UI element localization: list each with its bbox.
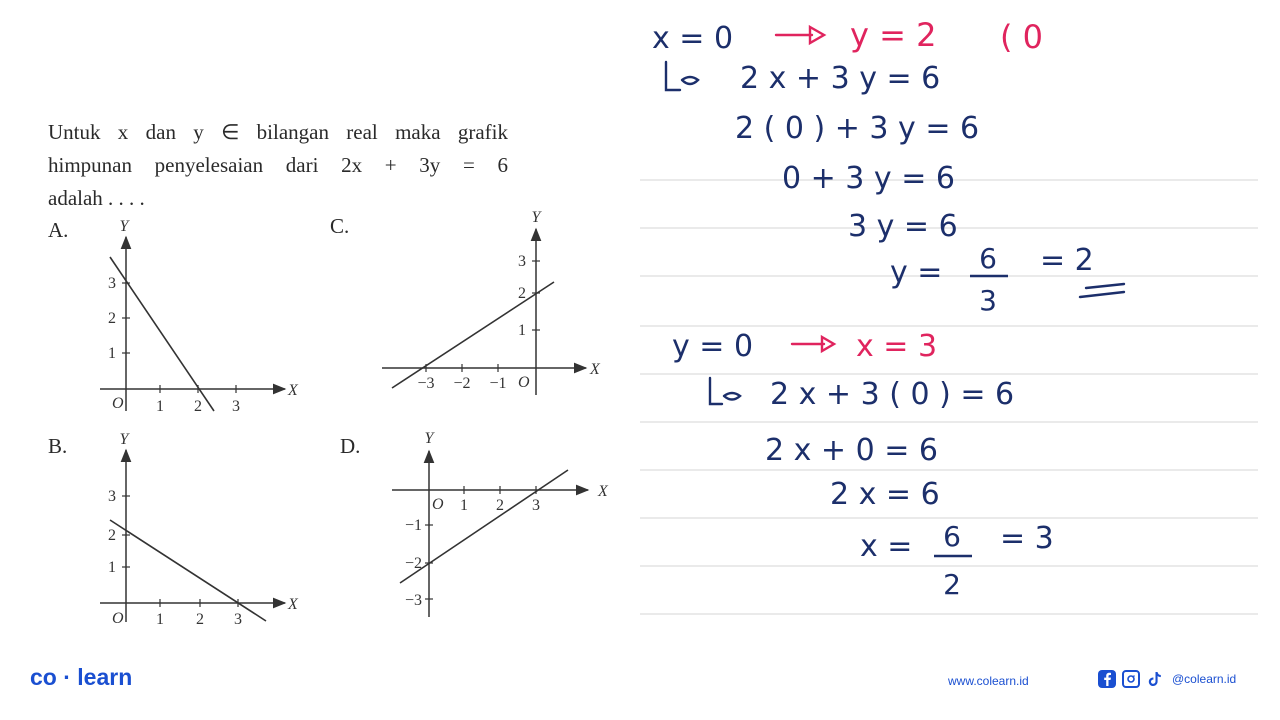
hw-line-3: 2 ( 0 ) + 3 y = 6 <box>735 111 980 146</box>
question-line-3: adalah . . . . <box>48 186 145 210</box>
option-c-y-label: Y <box>531 209 541 226</box>
option-c-xtick-1: −3 <box>417 375 435 392</box>
option-c-xtick-3: −1 <box>489 375 507 392</box>
option-d-ytick-2: −2 <box>404 555 422 572</box>
tiktok-icon[interactable] <box>1146 670 1164 688</box>
hw-double-underline <box>1080 284 1124 297</box>
option-d-label: D. <box>340 434 361 458</box>
hw-line-10: 2 x = 6 <box>830 477 940 512</box>
option-b-x-label: X <box>288 596 298 613</box>
option-d-y-label: Y <box>424 430 434 447</box>
question-text <box>48 116 508 215</box>
option-a-label: A. <box>48 218 69 242</box>
option-b-graph <box>90 428 320 628</box>
option-a-y-label: Y <box>119 218 129 235</box>
hw-line-6-a: y = <box>890 255 943 290</box>
option-a-xtick-1: 1 <box>156 398 164 415</box>
hw-line-11-num: 6 <box>943 520 961 553</box>
option-a-xtick-2: 2 <box>194 398 202 415</box>
option-b-origin: O <box>112 610 124 627</box>
hw-line-11-den: 2 <box>943 568 961 601</box>
option-a-x-label: X <box>288 382 298 399</box>
colearn-logo[interactable] <box>30 664 132 691</box>
option-d-xtick-2: 2 <box>496 497 504 514</box>
option-b-ytick-3: 3 <box>108 488 116 505</box>
option-c-x-label: X <box>590 361 600 378</box>
option-d-line <box>400 470 568 583</box>
option-c-ytick-3: 3 <box>518 253 526 270</box>
option-d-xtick-1: 1 <box>460 497 468 514</box>
hw-line-6-num: 6 <box>979 242 997 275</box>
hw-arrow-4 <box>710 378 740 404</box>
option-b-xtick-3: 3 <box>234 611 242 628</box>
option-c-xtick-2: −2 <box>453 375 471 392</box>
question-line-1: Untuk x dan y ∈ bilangan real maka grafik <box>48 120 508 144</box>
option-d-graph <box>388 425 628 625</box>
option-a-xtick-3: 3 <box>232 398 240 415</box>
option-c-ytick-2: 2 <box>518 285 526 302</box>
option-b-y-label: Y <box>119 431 129 448</box>
facebook-icon[interactable] <box>1098 670 1116 688</box>
hw-line-11-a: x = <box>860 529 913 564</box>
hw-line-5: 3 y = 6 <box>848 209 958 244</box>
option-c-ytick-1: 1 <box>518 322 526 339</box>
option-d-x-label: X <box>598 483 608 500</box>
hw-line-1-a: x = 0 <box>652 21 734 56</box>
hw-line-7-b: x = 3 <box>856 329 938 364</box>
social-handle[interactable]: @colearn.id <box>1172 672 1237 686</box>
option-d-origin: O <box>432 496 444 513</box>
hw-line-6-den: 3 <box>979 284 997 317</box>
option-a-ytick-1: 1 <box>108 345 116 362</box>
social-links <box>1098 670 1236 688</box>
option-c-label: C. <box>330 214 350 238</box>
hw-line-9: 2 x + 0 = 6 <box>765 433 938 468</box>
hw-line-8: 2 x + 3 ( 0 ) = 6 <box>770 377 1015 412</box>
option-b-ytick-2: 2 <box>108 527 116 544</box>
hw-line-2: 2 x + 3 y = 6 <box>740 61 941 96</box>
option-a-ytick-2: 2 <box>108 310 116 327</box>
handwritten-solution <box>600 0 1280 640</box>
website-link[interactable]: www.colearn.id <box>948 674 1029 688</box>
hw-line-11-b: = 3 <box>1000 521 1054 556</box>
option-b-xtick-2: 2 <box>196 611 204 628</box>
logo-part-co: co <box>30 664 57 690</box>
hw-arrow-1 <box>776 27 824 43</box>
instagram-icon[interactable] <box>1122 670 1140 688</box>
hw-line-1-b: y = 2 <box>850 16 937 54</box>
option-b-ytick-1: 1 <box>108 559 116 576</box>
option-b-label: B. <box>48 434 68 458</box>
option-b-xtick-1: 1 <box>156 611 164 628</box>
logo-part-learn: learn <box>77 664 133 690</box>
option-d-xtick-3: 3 <box>532 497 540 514</box>
hw-arrow-3 <box>792 337 834 351</box>
hw-arrow-2 <box>666 62 698 90</box>
option-c-graph <box>378 205 618 405</box>
option-d-ytick-3: −3 <box>404 592 422 609</box>
hw-line-4: 0 + 3 y = 6 <box>782 161 955 196</box>
option-b-line <box>110 520 266 621</box>
option-a-ytick-3: 3 <box>108 275 116 292</box>
option-d-ytick-1: −1 <box>404 517 422 534</box>
option-a-origin: O <box>112 395 124 412</box>
option-c-line <box>392 282 554 388</box>
option-a-graph <box>90 215 320 415</box>
option-c-origin: O <box>518 374 530 391</box>
hw-line-6-b: = 2 <box>1040 243 1094 278</box>
question-line-2: himpunan penyelesaian dari 2x + 3y = 6 <box>48 153 508 177</box>
hw-line-7-a: y = 0 <box>672 329 754 364</box>
logo-dot-icon: · <box>56 664 78 690</box>
hw-line-1-c: ( 0 <box>1000 18 1044 56</box>
